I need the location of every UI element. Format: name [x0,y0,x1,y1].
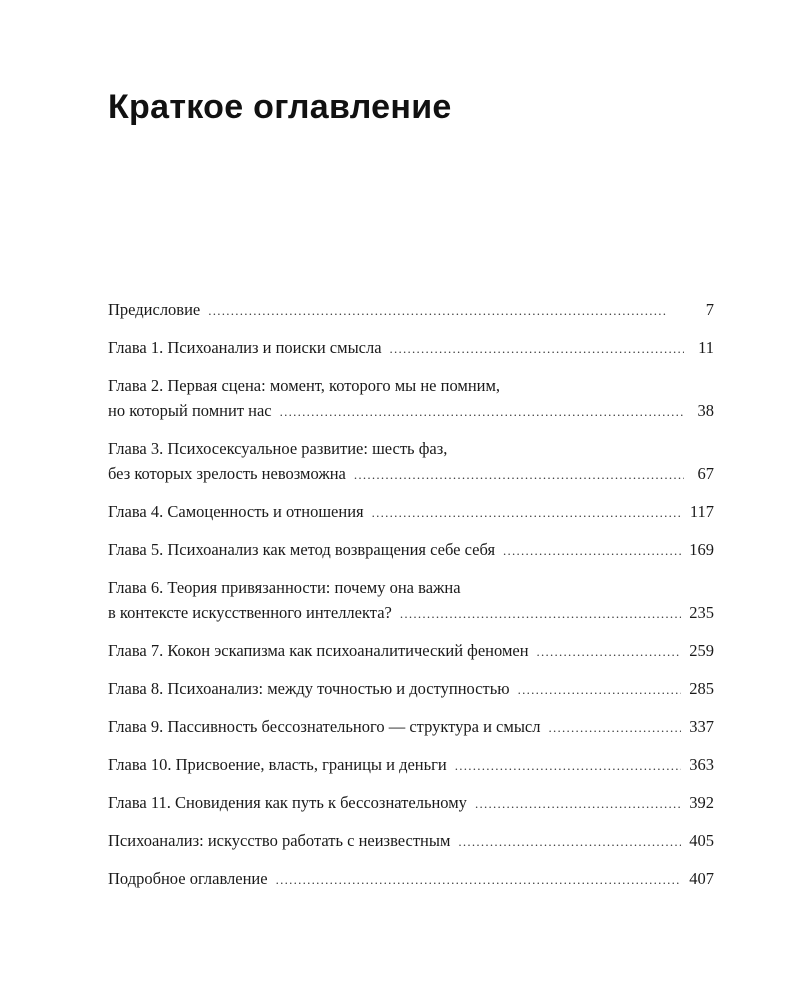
toc-entry-title-line-1: Глава 3. Психосексуальное развитие: шесть фаз, [108,439,448,458]
toc-entry-title: Предисловие [108,300,201,319]
toc-entry-chapter-1[interactable] [108,335,714,361]
toc-entry-title-line-1: Глава 2. Первая сцена: момент, которого мы не помним, [108,376,501,395]
toc-page-number: 337 [689,717,714,736]
dot-leader [458,829,681,854]
toc-entry-title-line-2: но который помнит нас [108,401,272,420]
toc-page-number: 169 [689,540,714,559]
toc-entry-chapter-4[interactable] [108,499,714,525]
toc-entry-chapter-11[interactable] [108,790,714,816]
toc-entry-title: Глава 9. Пассивность бессознательного — структура и смысл [108,717,541,736]
dot-leader [390,336,684,361]
toc-entry-chapter-8[interactable] [108,676,714,702]
toc-entry-chapter-6[interactable] [108,575,714,626]
dot-leader [503,538,681,563]
toc-entry-chapter-5[interactable] [108,537,714,563]
dot-leader [548,715,681,740]
toc-entry-title: Глава 7. Кокон эскапизма как психоаналитический феномен [108,641,529,660]
toc-page-number: 363 [689,755,714,774]
toc-entry-title: Глава 1. Психоанализ и поиски смысла [108,338,382,357]
dot-leader [276,867,682,892]
toc-entry-detailed-contents[interactable] [108,866,714,892]
toc-entry-chapter-7[interactable] [108,638,714,664]
toc-page-number: 407 [689,869,714,888]
dot-leader [400,601,681,626]
toc-entry-chapter-3[interactable] [108,436,714,487]
toc-entry-title: Глава 4. Самоценность и отношения [108,502,364,521]
toc-page-number: 11 [698,338,714,357]
toc-entry-preface[interactable] [108,297,714,323]
toc-entry-title: Глава 5. Психоанализ как метод возвращения себе себя [108,540,496,559]
dot-leader [354,462,684,487]
dot-leader [455,753,682,778]
toc-page-number: 259 [689,641,714,660]
toc-entry-title: Глава 10. Присвоение, власть, границы и деньги [108,755,447,774]
toc-page-number: 67 [697,464,714,483]
toc-entry-chapter-10[interactable] [108,752,714,778]
page-title: Краткое оглавление [108,88,452,126]
toc-entry-title: Глава 8. Психоанализ: между точностью и доступностью [108,679,510,698]
toc-entry-title-line-2: в контексте искусственного интеллекта? [108,603,392,622]
toc-entry-title: Глава 11. Сновидения как путь к бессознательному [108,793,467,812]
dot-leader [537,639,682,664]
toc-entry-chapter-9[interactable] [108,714,714,740]
toc-page-number: 405 [689,831,714,850]
dot-leader [372,500,682,525]
dot-leader [280,399,684,424]
toc-entry-chapter-2[interactable] [108,373,714,424]
toc-entry-title: Подробное оглавление [108,869,268,888]
toc-entry-title-line-2: без которых зрелость невозможна [108,464,346,483]
toc-page-number: 285 [689,679,714,698]
dot-leader [208,298,684,323]
table-of-contents [108,297,714,904]
toc-page-number: 117 [689,502,714,521]
toc-page-number: 392 [689,793,714,812]
dot-leader [518,677,682,702]
toc-page-number: 38 [697,401,714,420]
toc-entry-title-line-1: Глава 6. Теория привязанности: почему она важна [108,578,461,597]
dot-leader [475,791,681,816]
toc-entry-title: Психоанализ: искусство работать с неизвестным [108,831,451,850]
toc-page-number: 7 [705,300,714,319]
toc-page-number: 235 [689,603,714,622]
toc-entry-afterword[interactable] [108,828,714,854]
